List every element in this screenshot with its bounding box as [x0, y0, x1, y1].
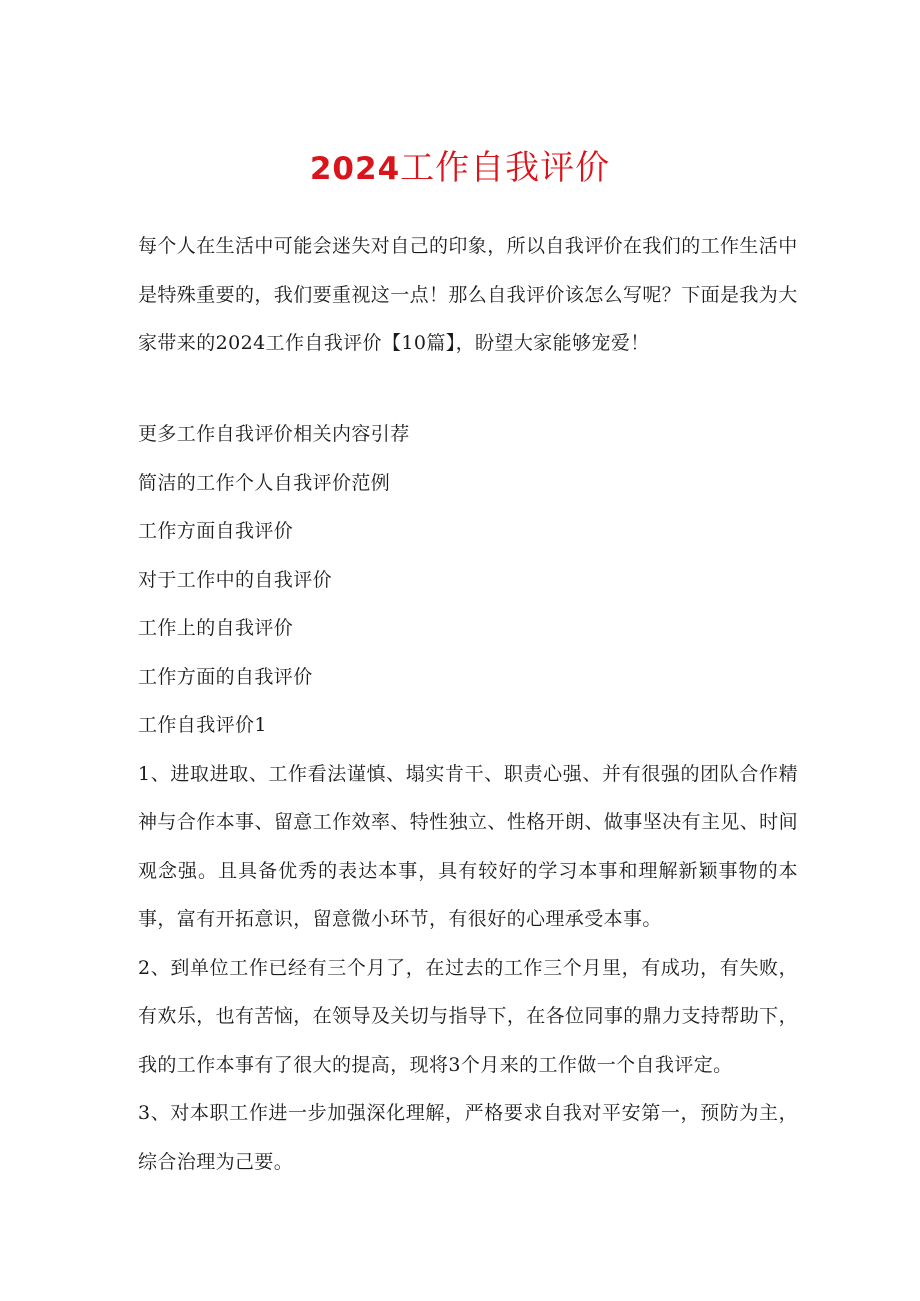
section-heading: 工作自我评价1	[138, 714, 267, 736]
related-link[interactable]: 工作方面的自我评价	[138, 665, 313, 688]
title-year: 2024	[309, 151, 401, 187]
document-title	[0, 146, 920, 191]
title-text: 工作自我评价	[400, 148, 611, 188]
related-link[interactable]: 工作上的自我评价	[138, 617, 294, 639]
related-link[interactable]: 工作方面自我评价	[138, 520, 294, 542]
related-list	[138, 410, 798, 1186]
section-body	[138, 750, 798, 1187]
body-paragraph: 2、到单位工作已经有三个月了，在过去的工作三个月里，有成功，有失败，有欢乐，也有苦恼，在领导及关切与指导下，在各位同事的鼎力支持帮助下，我的工作本事有了很大的提高，现将3个月来的工作做一个自我评定。	[138, 956, 798, 1076]
related-link[interactable]: 简洁的工作个人自我评价范例	[138, 471, 391, 494]
intro-paragraph: 每个人在生活中可能会迷失对自己的印象，所以自我评价在我们的工作生活中是特殊重要的，我们要重视这一点！那么自我评价该怎么写呢？下面是我为大家带来的2024工作自我评价【10篇】，盼望大家能够宠爱！	[138, 235, 798, 354]
body-paragraph: 1、进取进取、工作看法谨慎、塌实肯干、职责心强、并有很强的团队合作精神与合作本事、留意工作效率、特性独立、性格开朗、做事坚决有主见、时间观念强。且具备优秀的表达本事，具有较好的学习本事和理解新颖事物的本事，富有开拓意识，留意微小环节，有很好的心理承受本事。	[138, 762, 798, 930]
body-paragraph: 3、对本职工作进一步加强深化理解，严格要求自我对平安第一，预防为主，综合治理为己要。	[138, 1102, 798, 1173]
related-link[interactable]: 对于工作中的自我评价	[138, 568, 333, 591]
related-heading: 更多工作自我评价相关内容引荐	[138, 423, 410, 445]
